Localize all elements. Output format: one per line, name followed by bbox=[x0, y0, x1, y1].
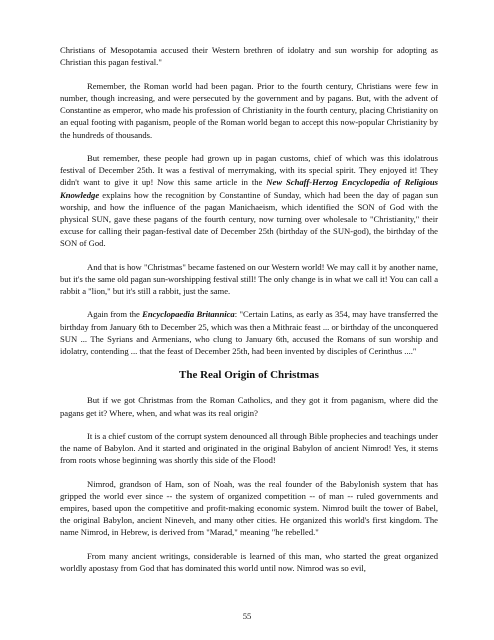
paragraph-continuation: Christians of Mesopotamia accused their Western brethren of idolatry and sun worship for adopting as Christian this pagan festival." bbox=[60, 45, 438, 68]
paragraph-roman-world: Remember, the Roman world had been pagan. Prior to the fourth century, Christians were few in number, though increasing, and were persecuted by the government and by pagans. But, with the advent of Constantine as emperor, who made his profession of Christianity in the fourth century, placing Christianity on an equal footing with paganism, people of the Roman world began to accept this now-popular Christianity by the hundreds of thousands. bbox=[60, 81, 438, 140]
text-segment: Again from the bbox=[87, 309, 143, 320]
paragraph-babylon-custom: It is a chief custom of the corrupt system denounced all through Bible prophecies and teachings under the name of Babylon. And it started and originated in the original Babylon of ancient Nimrod! Yes, it stems from roots whose beginning was shortly this side of the Flood! bbox=[60, 431, 438, 466]
paragraph-ancient-writings: From many ancient writings, considerable is learned of this man, who started the great organized worldly apostasy from God that has dominated this world until now. Nimrod was so evil, bbox=[60, 551, 438, 574]
paragraph-christmas-fastened: And that is how "Christmas" became fastened on our Western world! We may call it by another name, but it's the same old pagan sun-worshipping festival still! The only change is in what we call it! You can call a rabbit a "lion," but it's still a rabbit, just the same. bbox=[60, 261, 439, 296]
text-segment: explains how the recognition by Constantine of Sunday, which had been the day of pagan sun worship, and how the influence of the pagan Manichaeism, which identified the SON of God with the physical SUN, gave these pagans of the fourth century, now turning over wholesale to "Christianity," their excuse for calling their pagan-festival date of December 25th (birthday of the SUN-god), the birthday of the SON of God. bbox=[60, 189, 438, 248]
section-heading: The Real Origin of Christmas bbox=[179, 369, 319, 382]
text-segment: : "Certain Latins, as early as 354, may have transferred the birthday from January 6th to December 25, which was then a Mithraic feast ... or birthday of the unconquered SUN ... The Syrians and Armenians, who clung to January 6th, accused the Romans of sun worship and idolatry, contending ... that the feast of December 25th, had been invented by disciples of Cerinthus ...." bbox=[60, 309, 438, 356]
encyclopedia-title-schaff-herzog: New Schaff-Herzog Encyclopedia of Religious Knowledge bbox=[60, 177, 438, 200]
page-number: 55 bbox=[242, 611, 252, 621]
paragraph-nimrod-founder: Nimrod, grandson of Ham, son of Noah, was the real founder of the Babylonish system that has gripped the world ever since -- the system of organized competition -- of man -- ruled governments and empires, based upon the competitive and profit-making economic system. Nimrod built the tower of Babel, the original Babylon, ancient Nineveh, and many other cities. He organized this world's first kingdom. The name Nimrod, in Hebrew, is derived from "Marad," meaning "he rebelled." bbox=[60, 479, 438, 538]
text-segment: But remember, these people had grown up in pagan customs, chief of which was this idolatrous festival of December 25th. It was a festival of merrymaking, with its special spirit. They enjoyed it! They didn't want to give it up! Now this same article in the bbox=[60, 153, 438, 188]
paragraph-where-pagans-got-it: But if we got Christmas from the Roman Catholics, and they got it from paganism, where did the pagans get it? Where, when, and what was its real origin? bbox=[60, 395, 438, 418]
encyclopedia-title-britannica: Encyclopaedia Britannica bbox=[142, 309, 235, 320]
paragraph-pagan-customs bbox=[60, 152, 438, 249]
paragraph-britannica bbox=[60, 308, 438, 356]
page-body bbox=[60, 44, 438, 586]
